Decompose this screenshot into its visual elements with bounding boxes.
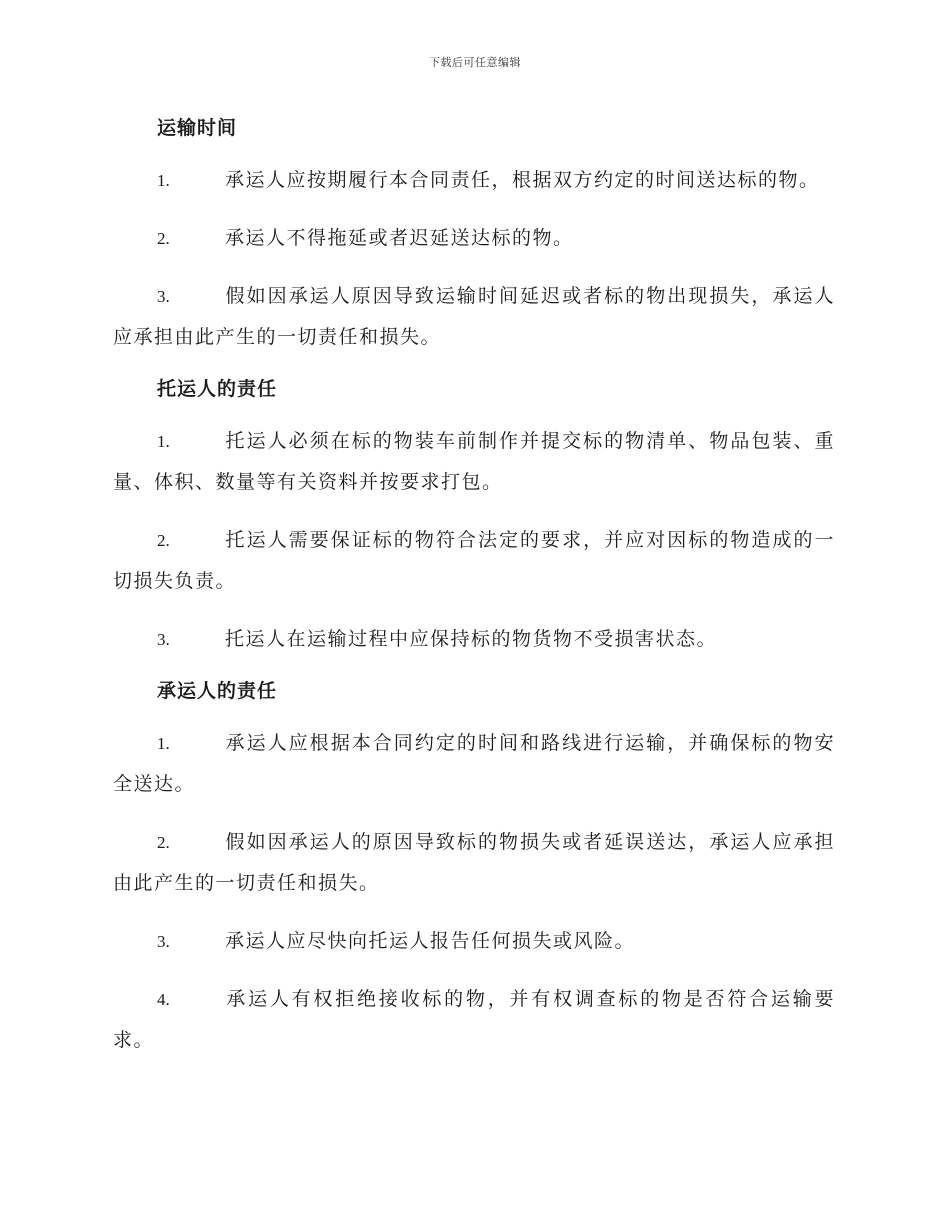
- clause-item: [113, 160, 835, 201]
- clause-text: 承运人应根据本合同约定的时间和路线进行运输，并确保标的物安全送达。: [113, 732, 835, 795]
- clause-number: 2.: [157, 833, 170, 852]
- section-carrier-duties: [113, 677, 835, 1061]
- clause-number: 3.: [157, 932, 170, 951]
- clause-text: 托运人必须在标的物装车前制作并提交标的物清单、物品包装、重量、体积、数量等有关资料并按要求打包。: [113, 430, 835, 493]
- clause-text: 承运人应尽快向托运人报告任何损失或风险。: [225, 930, 636, 952]
- clause-number: 1.: [157, 171, 170, 190]
- clause-number: 4.: [157, 990, 170, 1009]
- clause-number: 3.: [157, 630, 170, 649]
- clause-item: [113, 421, 835, 503]
- clause-text: 托运人需要保证标的物符合法定的要求，并应对因标的物造成的一切损失负责。: [113, 529, 835, 592]
- clause-text: 假如因承运人的原因导致标的物损失或者延误送达，承运人应承担由此产生的一切责任和损失。: [113, 831, 835, 894]
- clause-item: [113, 218, 835, 259]
- clause-text: 托运人在运输过程中应保持标的物货物不受损害状态。: [225, 628, 718, 650]
- section-transport-time: [113, 114, 835, 358]
- clause-number: 1.: [157, 734, 170, 753]
- document-body: [113, 114, 835, 1078]
- clause-item: [113, 619, 835, 660]
- clause-number: 2.: [157, 229, 170, 248]
- clause-number: 1.: [157, 432, 170, 451]
- section-shipper-duties: [113, 375, 835, 660]
- section-heading: 承运人的责任: [157, 680, 278, 702]
- clause-item: [113, 979, 835, 1061]
- clause-item: [113, 921, 835, 962]
- clause-item: [113, 723, 835, 805]
- page-header-note: 下载后可任意编辑: [429, 56, 521, 69]
- clause-text: 承运人不得拖延或者迟延送达标的物。: [225, 227, 574, 249]
- clause-number: 3.: [157, 287, 170, 306]
- section-heading: 托运人的责任: [157, 378, 278, 400]
- clause-item: [113, 822, 835, 904]
- clause-text: 承运人应按期履行本合同责任，根据双方约定的时间送达标的物。: [225, 169, 820, 191]
- clause-text: 承运人有权拒绝接收标的物，并有权调查标的物是否符合运输要求。: [113, 988, 835, 1051]
- clause-item: [113, 276, 835, 358]
- clause-text: 假如因承运人原因导致运输时间延迟或者标的物出现损失，承运人应承担由此产生的一切责任和损失。: [113, 285, 835, 348]
- clause-item: [113, 520, 835, 602]
- clause-number: 2.: [157, 531, 170, 550]
- section-heading: 运输时间: [157, 117, 238, 139]
